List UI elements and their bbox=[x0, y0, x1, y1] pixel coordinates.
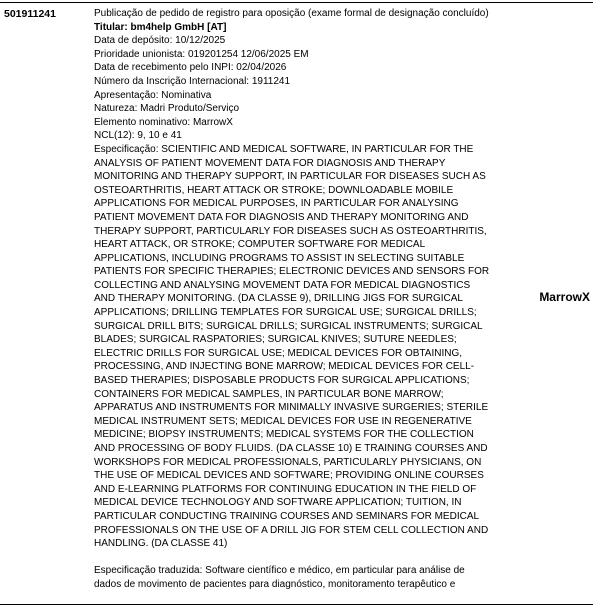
bottom-divider bbox=[0, 604, 593, 605]
international-number: Número da Inscrição Internacional: 1911241 bbox=[94, 75, 291, 87]
specification-line: APPLICATIONS; DRILLING TEMPLATES FOR SURGICAL USE; SURGICAL DRILLS; bbox=[94, 307, 477, 319]
specification-line: THE USE OF MEDICAL DEVICES AND SOFTWARE; PROVIDING ONLINE COURSES bbox=[94, 470, 484, 482]
specification-line: HEART ATTACK, OR STROKE; COMPUTER SOFTWARE FOR MEDICAL bbox=[94, 239, 426, 251]
specification-line: AND E-LEARNING PLATFORMS FOR CONTINUING EDUCATION IN THE FIELD OF bbox=[94, 483, 477, 495]
inpi-receipt-date: Data de recebimento pelo INPI: 02/04/2026 bbox=[94, 62, 287, 74]
specification-line: PATIENT MOVEMENT DATA FOR DIAGNOSIS AND THERAPY MONITORING AND bbox=[94, 211, 469, 223]
specification-line: ELECTRIC DRILLS FOR SURGICAL USE; MEDICAL DEVICES FOR OBTAINING, bbox=[94, 347, 463, 359]
specification-line: APPLICATIONS FOR MEDICAL PURPOSES, IN PARTICULAR FOR ANALYSING bbox=[94, 198, 459, 210]
specification-line: PROFESSIONALS ON THE USE OF A DRILL JIG FOR STEM CELL COLLECTION AND bbox=[94, 524, 489, 536]
specification-line: APPLICATIONS, INCLUDING PROGRAMS TO ASSIST IN SELECTING SUITABLE bbox=[94, 252, 465, 264]
specification-line: Especificação: SCIENTIFIC AND MEDICAL SOFTWARE, IN PARTICULAR FOR THE bbox=[94, 143, 474, 155]
specification-line: BASED THERAPIES; DISPOSABLE PRODUCTS FOR SURGICAL APPLICATIONS; bbox=[94, 375, 470, 387]
specification-line: ANALYSIS OF PATIENT MOVEMENT DATA FOR DIAGNOSIS AND THERAPY bbox=[94, 157, 446, 169]
specification-line: MEDICAL DEVICE TECHNOLOGY AND SOFTWARE APPLICATION; TUITION, IN bbox=[94, 497, 462, 509]
translated-specification-line: dados de movimento de pacientes para diagnóstico, monitoramento terapêutico e bbox=[94, 578, 456, 590]
filing-date: Data de depósito: 10/12/2025 bbox=[94, 35, 226, 47]
specification-line: AND THERAPY MONITORING. (DA CLASSE 9), DRILLING JIGS FOR SURGICAL bbox=[94, 293, 463, 305]
specification bbox=[94, 143, 494, 551]
specification-line: COLLECTING AND ANALYSING MOVEMENT DATA FOR MEDICAL DIAGNOSTICS bbox=[94, 279, 471, 291]
nature: Natureza: Madri Produto/Serviço bbox=[94, 103, 240, 115]
specification-line: WORKSHOPS FOR MEDICAL PROFESSIONALS, PARTICULARLY PHYSICIANS, ON bbox=[94, 456, 482, 468]
process-number: 501911241 bbox=[4, 8, 56, 20]
specification-line: MONITORING AND THERAPY SUPPORT, IN PARTICULAR FOR DISEASES SUCH AS bbox=[94, 171, 486, 183]
specification-line: AND PROCESSING OF BODY FLUIDS. (DA CLASSE 10) E TRAINING COURSES AND bbox=[94, 443, 488, 454]
nominative-element: Elemento nominativo: MarrowX bbox=[94, 116, 233, 128]
publication-type: Publicação de pedido de registro para oposição (exame formal de designação concluído) bbox=[94, 8, 489, 19]
translated-specification bbox=[94, 564, 494, 591]
specification-line: MEDICAL INSTRUMENT SETS; MEDICAL DEVICES FOR USE IN REGENERATIVE bbox=[94, 415, 472, 427]
holder: Titular: bm4help GmbH [AT] bbox=[94, 21, 227, 33]
specification-line: CONTAINERS FOR MEDICAL SAMPLES, IN PARTICULAR BONE MARROW; bbox=[94, 388, 444, 400]
specification-line: HANDLING. (DA CLASSE 41) bbox=[94, 538, 228, 550]
specification-line: PARTICULAR CONDUCTING TRAINING COURSES AND SEMINARS FOR MEDICAL bbox=[94, 510, 480, 522]
ncl-classes: NCL(12): 9, 10 e 41 bbox=[94, 130, 182, 142]
specification-line: SURGICAL DRILL BITS; SURGICAL DRILLS; SURGICAL INSTRUMENTS; SURGICAL bbox=[94, 320, 483, 332]
paragraph-gap bbox=[94, 551, 494, 565]
specification-line: OSTEOARTHRITIS, HEART ATTACK OR STROKE; DOWNLOADABLE MOBILE bbox=[94, 184, 454, 196]
specification-line: BLADES; SURGICAL RASPATORIES; SURGICAL KNIVES; SUTURE NEEDLES; bbox=[94, 334, 457, 346]
specification-line: PROCESSING, AND INJECTING BONE MARROW; MEDICAL DEVICES FOR CELL- bbox=[94, 361, 475, 373]
specification-line: THERAPY SUPPORT, PARTICULARLY FOR DISEASES SUCH AS OSTEOARTHRITIS, bbox=[94, 225, 487, 237]
priority: Prioridade unionista: 019201254 12/06/2025 EM bbox=[94, 48, 309, 60]
specification-line: APPARATUS AND INSTRUMENTS FOR MINIMALLY INVASIVE SURGERIES; STERILE bbox=[94, 402, 489, 414]
translated-specification-line: Especificação traduzida: Software científico e médico, em particular para análise de bbox=[94, 565, 465, 577]
mark-name: MarrowX bbox=[539, 290, 590, 304]
specification-line: PATIENTS FOR SPECIFIC THERAPIES; ELECTRONIC DEVICES AND SENSORS FOR bbox=[94, 266, 490, 278]
publication-details bbox=[94, 7, 494, 592]
specification-line: MEDICINE; BIOPSY INSTRUMENTS; MEDICAL SYSTEMS FOR THE COLLECTION bbox=[94, 429, 474, 441]
top-divider bbox=[0, 2, 593, 3]
presentation: Apresentação: Nominativa bbox=[94, 89, 212, 101]
